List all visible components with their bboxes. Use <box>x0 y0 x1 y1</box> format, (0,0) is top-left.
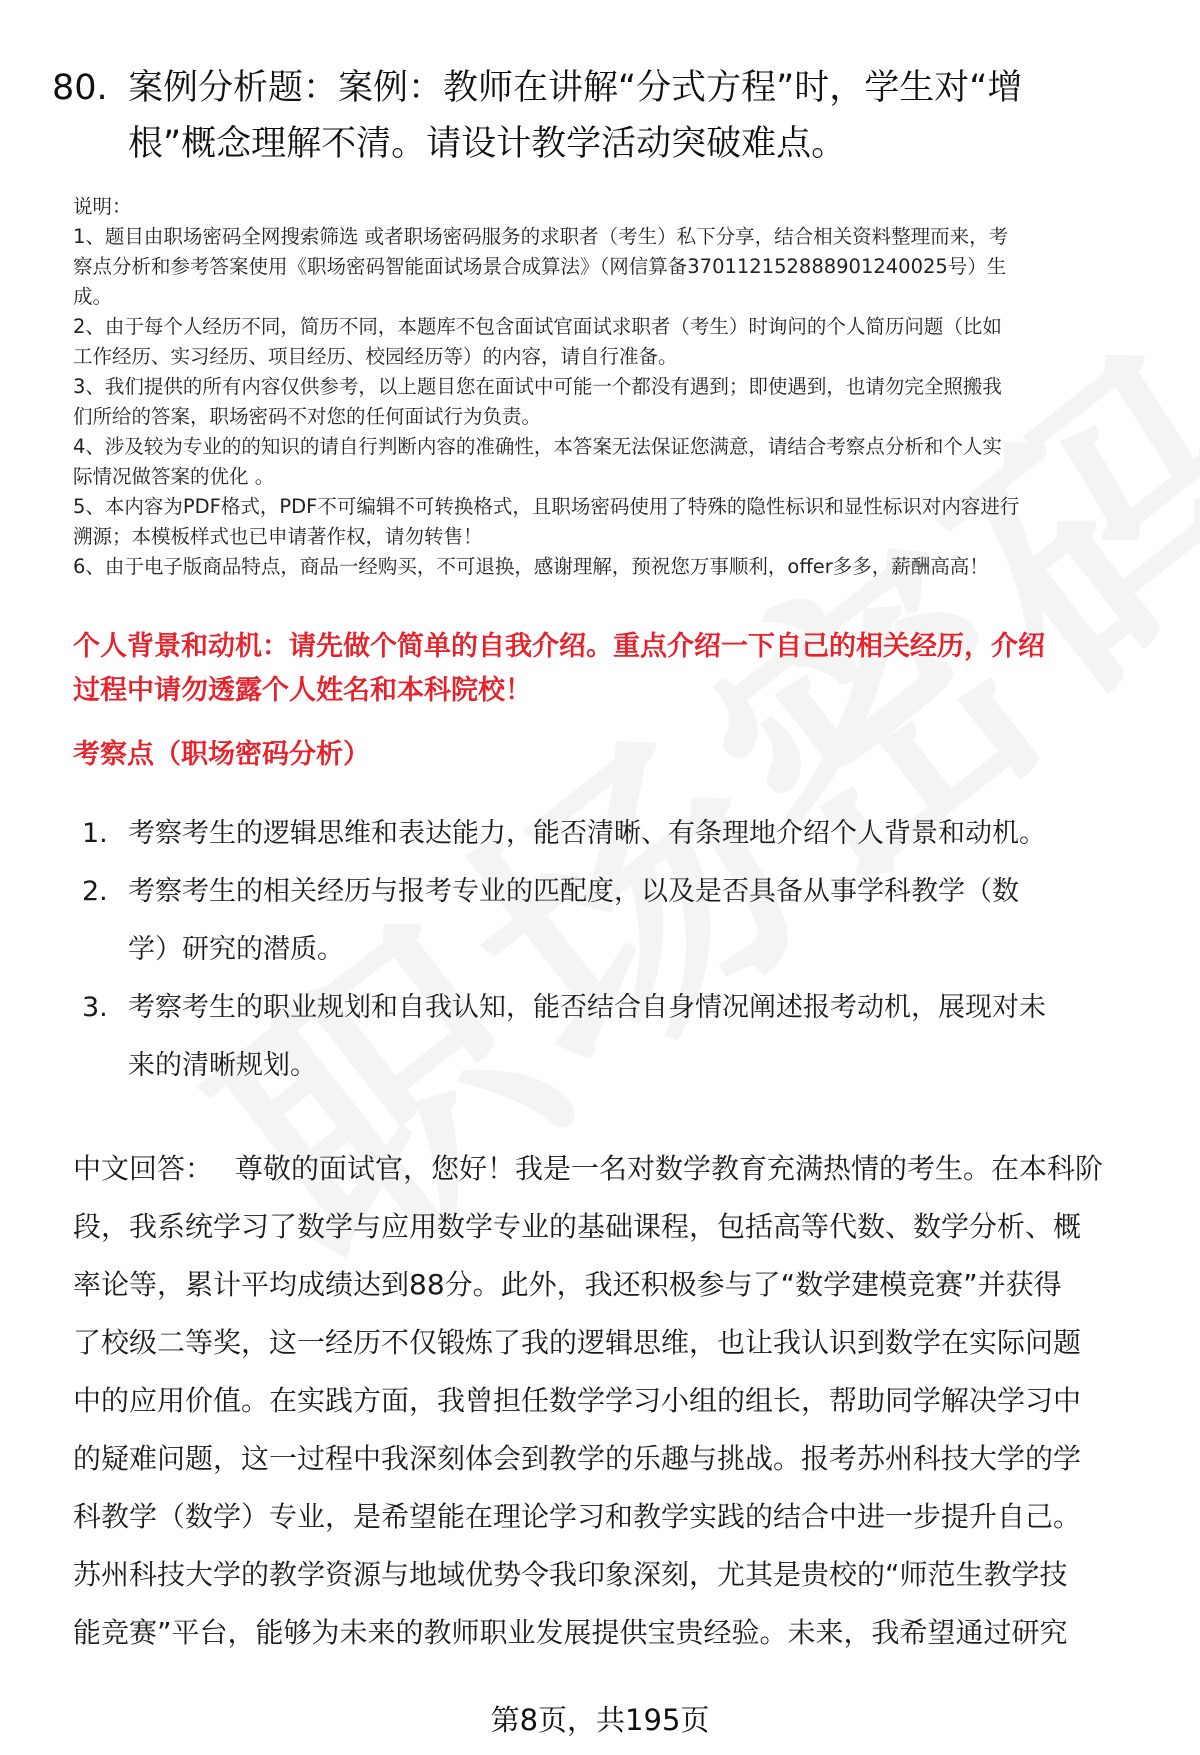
notes-line: 工作经历、实习经历、项目经历、校园经历等）的内容，请自行准备。 <box>73 345 678 368</box>
answer-line: 段，我系统学习了数学与应用数学专业的基础课程，包括高等代数、数学分析、概 <box>73 1210 1082 1243</box>
list-item <box>82 805 1142 863</box>
answer-line: 率论等，累计平均成绩达到88分。此外，我还积极参与了“数学建模竞赛”并获得 <box>73 1268 1062 1301</box>
notes-line: 2、由于每个人经历不同，简历不同，本题库不包含面试官面试求职者（考生）时询问的个人简历问题（比如 <box>73 315 1002 338</box>
question-number: 80. <box>52 68 108 108</box>
notes-line: 6、由于电子版商品特点，商品一经购买，不可退换，感谢理解，预祝您万事顺利，offer多多，薪酬高高！ <box>73 555 989 578</box>
question-title <box>52 60 1132 172</box>
notes-line: 4、涉及较为专业的的知识的请自行判断内容的准确性，本答案无法保证您满意，请结合考察点分析和个人实 <box>73 435 1002 458</box>
answer-text: 尊敬的面试官，您好！我是一名对数学教育充满热情的考生。在本科阶 <box>235 1152 1104 1185</box>
list-item-number: 1. <box>82 818 108 849</box>
notes-title: 说明： <box>73 195 132 218</box>
list-item-text: 来的清晰规划。 <box>128 1050 317 1081</box>
answer-line: 科教学（数学）专业，是希望能在理论学习和教学实践的结合中进一步提升自己。 <box>73 1500 1082 1533</box>
notes-line: 1、题目由职场密码全网搜索筛选 或者职场密码服务的求职者（考生）私下分享，结合相关资料整理而来，考 <box>73 225 1009 248</box>
answer-section <box>73 1140 1153 1662</box>
background-heading <box>73 625 1153 713</box>
assessment-points-list <box>82 805 1142 1095</box>
list-item-text: 学）研究的潜质。 <box>128 934 344 965</box>
question-line-1 <box>52 60 1132 116</box>
list-item-number: 3. <box>82 992 108 1023</box>
list-item-text: 考察考生的职业规划和自我认知，能否结合自身情况阐述报考动机，展现对未 <box>128 992 1046 1023</box>
answer-line: 苏州科技大学的教学资源与地域优势令我印象深刻，尤其是贵校的“师范生教学技 <box>73 1558 1068 1591</box>
notes-line: 们所给的答案，职场密码不对您的任何面试行为负责。 <box>73 405 542 428</box>
notes-line: 5、本内容为PDF格式，PDF不可编辑不可转换格式，且职场密码使用了特殊的隐性标识和显性标识对内容进行 <box>73 495 1020 518</box>
question-text-1: 案例分析题：案例：教师在讲解“分式方程”时，学生对“增 <box>128 68 1023 108</box>
notes-line: 溯源；本模板样式也已申请著作权，请勿转售！ <box>73 525 483 548</box>
question-line-2: 根”概念理解不清。请设计教学活动突破难点。 <box>128 124 847 164</box>
answer-line: 了校级二等奖，这一经历不仅锻炼了我的逻辑思维，也让我认识到数学在实际问题 <box>73 1326 1082 1359</box>
list-item <box>82 979 1142 1095</box>
notes-section <box>73 192 1153 582</box>
background-heading-line-1: 个人背景和动机：请先做个简单的自我介绍。重点介绍一下自己的相关经历，介绍 <box>73 631 1045 662</box>
answer-line: 能竞赛”平台，能够为未来的教师职业发展提供宝贵经验。未来，我希望通过研究 <box>73 1616 1068 1649</box>
background-heading-line-2: 过程中请勿透露个人姓名和本科院校！ <box>73 675 532 706</box>
list-item <box>82 863 1142 979</box>
notes-line: 3、我们提供的所有内容仅供参考，以上题目您在面试中可能一个都没有遇到；即使遇到，也请勿完全照搬我 <box>73 375 1002 398</box>
notes-line: 际情况做答案的优化 。 <box>73 465 275 488</box>
answer-line: 中的应用价值。在实践方面，我曾担任数学学习小组的组长，帮助同学解决学习中 <box>73 1384 1082 1417</box>
page-footer: 第8页，共195页 <box>490 1703 710 1737</box>
list-item-text: 考察考生的相关经历与报考专业的匹配度，以及是否具备从事学科教学（数 <box>128 876 1019 907</box>
points-heading: 考察点（职场密码分析） <box>73 739 370 770</box>
list-item-text: 考察考生的逻辑思维和表达能力，能否清晰、有条理地介绍个人背景和动机。 <box>128 818 1046 849</box>
answer-line <box>73 1140 1153 1198</box>
answer-label: 中文回答： <box>73 1152 214 1185</box>
notes-line: 成。 <box>73 285 113 308</box>
list-item-number: 2. <box>82 876 108 907</box>
answer-line: 的疑难问题，这一过程中我深刻体会到教学的乐趣与挑战。报考苏州科技大学的学 <box>73 1442 1082 1475</box>
notes-line: 察点分析和参考答案使用《职场密码智能面试场景合成算法》（网信算备370112152888901240025号）生 <box>73 255 1007 278</box>
